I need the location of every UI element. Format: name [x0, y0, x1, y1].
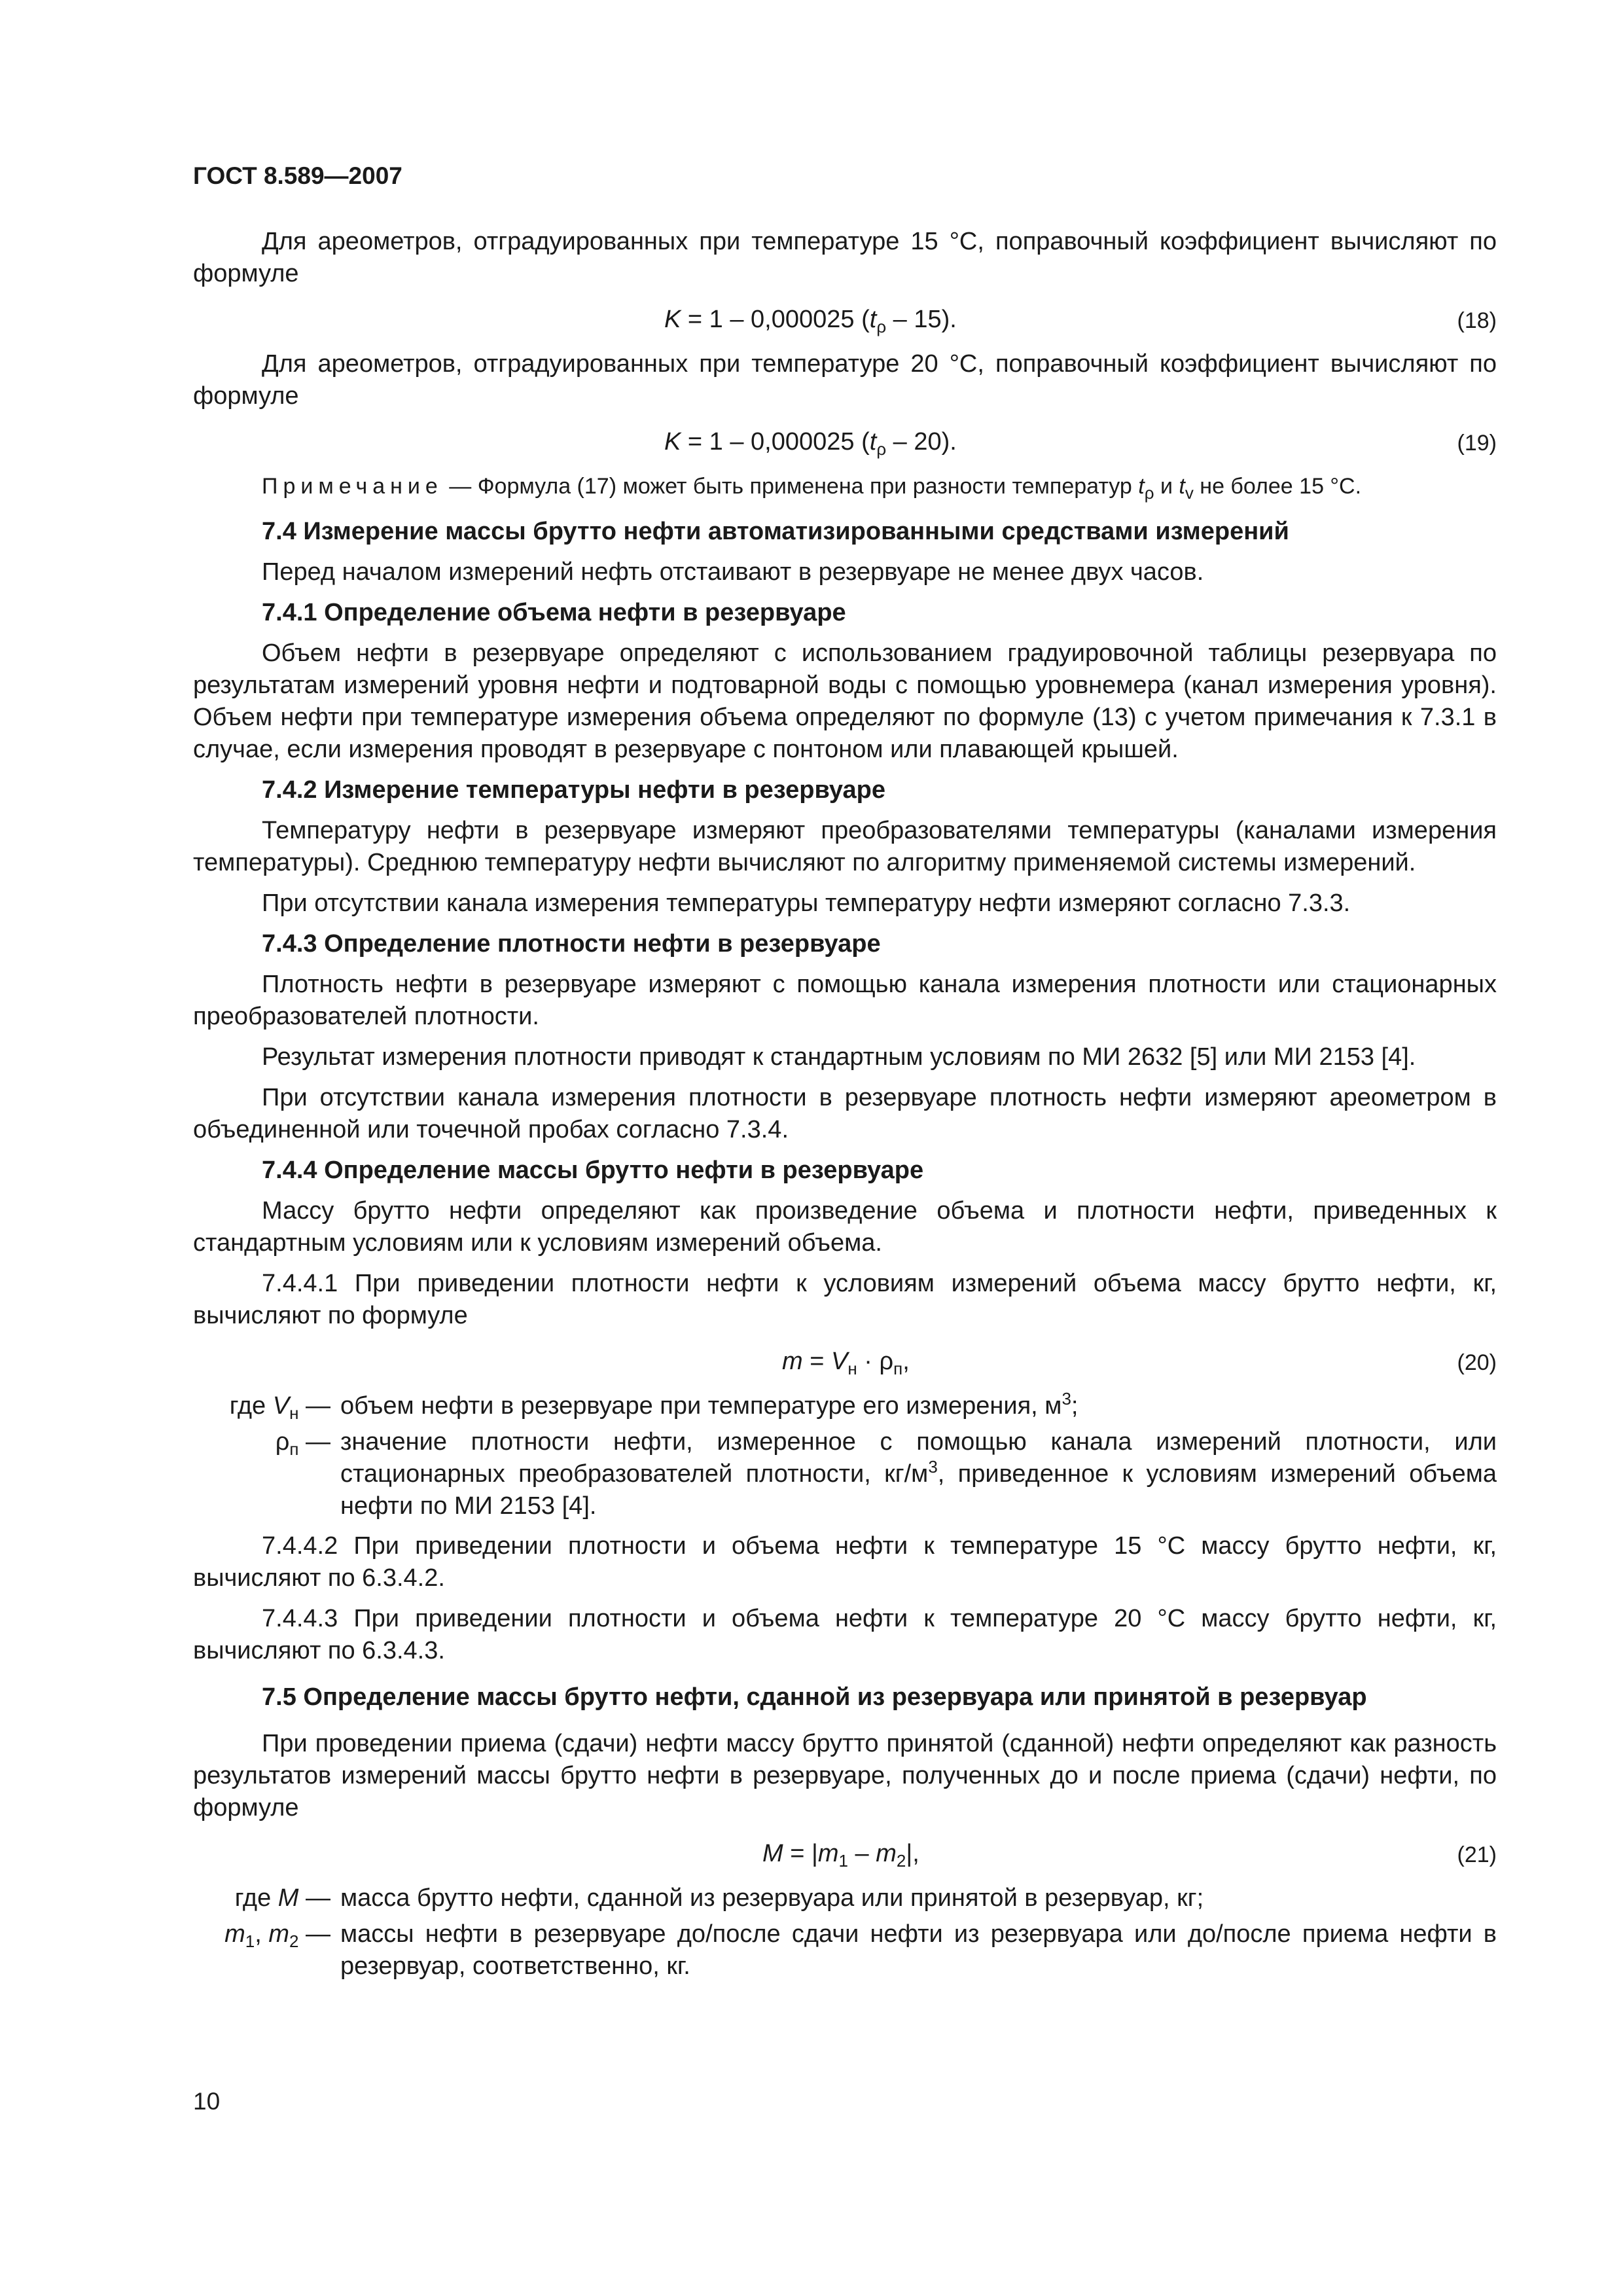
- definition-item: [193, 1918, 1497, 1982]
- heading-7-4-1: 7.4.1 Определение объема нефти в резервуаре: [262, 599, 846, 626]
- definitions-formula-21: [193, 1882, 1497, 1982]
- definition-term: где $V_н$ —: [229, 1392, 330, 1423]
- formula-21-number: (21): [1457, 1842, 1497, 1867]
- formula-20: [193, 1340, 1497, 1384]
- definition-text: масса брутто нефти, сданной из резервуара или принятой в резервуар, кг;: [340, 1884, 1204, 1912]
- paragraph-7-4-4-1: 7.4.4.1 При приведении плотности нефти к условиям измерений объема массу брутто нефти, кг, вычисляют по формуле: [193, 1270, 1497, 1329]
- paragraph-7-4: Перед началом измерений нефть отстаивают в резервуаре не менее двух часов.: [262, 558, 1204, 586]
- document-header: ГОСТ 8.589—2007: [193, 162, 402, 189]
- formula-20-expression: $m = V_н \cdot \rho_п$,: [782, 1348, 910, 1378]
- paragraph-7-4-1: Объем нефти в резервуаре определяют с использованием градуировочной таблицы резервуара по результатам измерений уровня нефти и подтоварной воды с помощью уровнемера (канал измерения уровня). Объем нефти при температуре измерения объема определяют по формуле (13) с учетом примечания к 7.3.1 в случае, если измерения проводят в резервуаре с понтоном или плавающей крышей.: [193, 639, 1497, 763]
- formula-19: [193, 421, 1497, 464]
- formula-18: [193, 298, 1497, 342]
- paragraph-hydrometer-15: Для ареометров, отградуированных при температуре 15 °С, поправочный коэффициент вычисляют по формуле: [193, 228, 1497, 287]
- heading-7-4: 7.4 Измерение массы брутто нефти автоматизированными средствами измерений: [262, 518, 1289, 545]
- paragraph-7-4-2-a: Температуру нефти в резервуаре измеряют преобразователями температуры (каналами измерения температуры). Среднюю температуру нефти вычисляют по алгоритму применяемой системы измерений.: [193, 817, 1497, 876]
- page-body: [193, 226, 1497, 1990]
- paragraph-7-4-4-a: Массу брутто нефти определяют как произведение объема и плотности нефти, приведенных к стандартным условиям или к условиям измерений объема.: [193, 1197, 1497, 1257]
- definition-term: $\rho_п$ —: [275, 1428, 330, 1459]
- definition-text: массы нефти в резервуаре до/после сдачи нефти из резервуара или до/после приема нефти в резервуар, соответственно, кг.: [340, 1920, 1497, 1980]
- definition-term: $m_1$, $m_2$ —: [224, 1920, 330, 1951]
- formula-21: [193, 1833, 1497, 1876]
- note-label: Примечание: [262, 474, 443, 499]
- page-number: 10: [193, 2088, 221, 2115]
- heading-7-5: 7.5 Определение массы брутто нефти, сданной из резервуара или принятой в резервуар: [262, 1683, 1367, 1711]
- paragraph-7-4-4-3: 7.4.4.3 При приведении плотности и объема нефти к температуре 20 °С массу брутто нефти, кг, вычисляют по 6.3.4.3.: [193, 1605, 1497, 1664]
- heading-7-4-3: 7.4.3 Определение плотности нефти в резервуаре: [262, 930, 881, 958]
- formula-19-number: (19): [1457, 431, 1497, 456]
- paragraph-7-4-4-2: 7.4.4.2 При приведении плотности и объема нефти к температуре 15 °С массу брутто нефти, кг, вычисляют по 6.3.4.2.: [193, 1532, 1497, 1592]
- formula-20-number: (20): [1457, 1350, 1497, 1375]
- definition-term: где M —: [234, 1884, 330, 1912]
- heading-7-4-4: 7.4.4 Определение массы брутто нефти в резервуаре: [262, 1157, 924, 1184]
- note-formula-17: Примечание — Формула (17) может быть применена при разности температур $t_\rho$ и $t_v$ не более 15 °С.: [262, 474, 1362, 503]
- formula-19-expression: K = 1 – 0,000025 $(t_\rho - 20)$.: [664, 428, 957, 459]
- formula-18-expression: K = 1 – 0,000025 $(t_\rho - 15)$.: [664, 306, 957, 336]
- definition-text: значение плотности нефти, измеренное с помощью канала измерений плотности, или стационарных преобразователей плотности, $кг/м^3$, приведенное к условиям измерений объема нефти по МИ 2153 [4].: [340, 1428, 1497, 1520]
- paragraph-7-4-3-a: Плотность нефти в резервуаре измеряют с помощью канала измерения плотности или стационарных преобразователей плотности.: [193, 971, 1497, 1030]
- definition-item: [193, 1426, 1497, 1522]
- definitions-formula-20: [193, 1390, 1497, 1522]
- paragraph-7-4-3-c: При отсутствии канала измерения плотности в резервуаре плотность нефти измеряют ареометром в объединенной или точечной пробах согласно 7.3.4.: [193, 1084, 1497, 1143]
- paragraph-7-4-2-b: При отсутствии канала измерения температуры температуру нефти измеряют согласно 7.3.3.: [262, 889, 1351, 917]
- formula-18-number: (18): [1457, 308, 1497, 333]
- formula-21-expression: $M = |m_1 - m_2|$,: [762, 1840, 919, 1871]
- paragraph-7-4-3-b: Результат измерения плотности приводят к стандартным условиям по МИ 2632 [5] или МИ 2153 [4].: [262, 1043, 1416, 1071]
- definition-item: [193, 1882, 1497, 1914]
- paragraph-7-5: При проведении приема (сдачи) нефти массу брутто принятой (сданной) нефти определяют как разность результатов измерений массы брутто нефти в резервуаре, полученных до и после приема (сдачи) нефти, по формуле: [193, 1730, 1497, 1821]
- definition-item: [193, 1390, 1497, 1422]
- paragraph-hydrometer-20: Для ареометров, отградуированных при температуре 20 °С, поправочный коэффициент вычисляют по формуле: [193, 350, 1497, 410]
- definition-text: объем нефти в резервуаре при температуре его измерения, $м^3$;: [340, 1389, 1079, 1420]
- heading-7-4-2: 7.4.2 Измерение температуры нефти в резервуаре: [262, 776, 886, 804]
